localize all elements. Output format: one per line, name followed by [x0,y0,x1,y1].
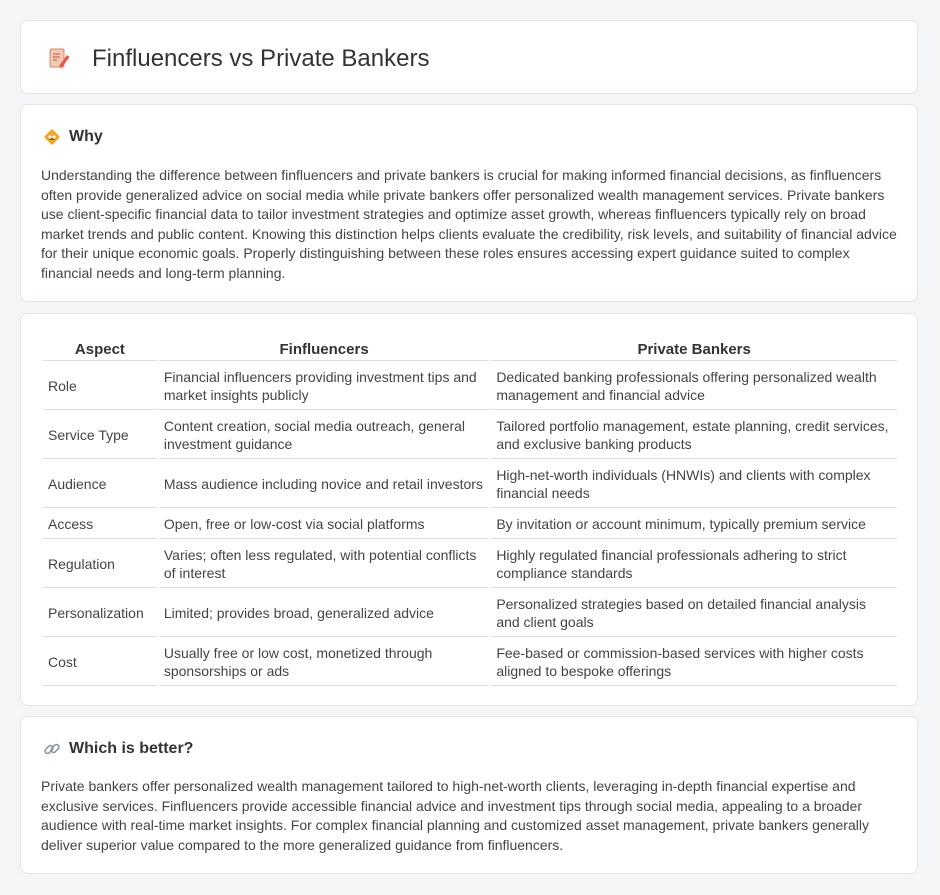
comparison-section [20,313,918,706]
aspect-cell: Access [43,510,157,539]
table-row [43,590,897,637]
page-title: Finfluencers vs Private Bankers [92,45,430,72]
document-pencil-icon [47,47,71,71]
better-header [43,738,193,760]
aspect-cell: Cost [43,639,157,686]
table-row [43,412,897,459]
finfluencers-cell: Limited; provides broad, generalized advice [159,590,489,637]
why-section [20,104,918,302]
finfluencers-cell: Mass audience including novice and retail investors [159,461,489,508]
private-bankers-cell: Fee-based or commission-based services with higher costs aligned to bespoke offerings [491,639,897,686]
private-bankers-cell: Highly regulated financial professionals adhering to strict compliance standards [491,541,897,588]
why-paragraph: Understanding the difference between finfluencers and private bankers is crucial for making informed financial decisions, as finfluencers often provide generalized advice on social media while private bankers offer personalized wealth management services. Private bankers use client-specific financial data to tailor investment strategies and optimize asset growth, whereas finfluencers typically rely on broad market trends and public content. Knowing this distinction helps clients evaluate the credibility, risk levels, and suitability of financial advice for their unique economic goals. Properly distinguishing between these roles ensures accessing expert guidance suited to complex financial needs and long-term planning. [41,167,897,281]
aspect-cell: Personalization [43,590,157,637]
table-row [43,461,897,508]
comparison-table [41,334,899,688]
aspect-cell: Service Type [43,412,157,459]
finfluencers-cell: Usually free or low cost, monetized through sponsorships or ads [159,639,489,686]
private-bankers-cell: Personalized strategies based on detailed financial analysis and client goals [491,590,897,637]
title-card [20,20,918,94]
finfluencers-cell: Financial influencers providing investment tips and market insights publicly [159,363,489,410]
private-bankers-cell: High-net-worth individuals (HNWIs) and clients with complex financial needs [491,461,897,508]
aspect-cell: Regulation [43,541,157,588]
better-paragraph: Private bankers offer personalized wealth management tailored to high-net-worth clients, leveraging in-depth financial expertise and exclusive services. Finfluencers provide accessible financial advice and investment tips through social media, appealing to a broader audience with real-time market insights. For complex financial planning and customized asset management, private bankers generally deliver superior value compared to the more generalized guidance from finfluencers. [41,778,869,853]
why-heading: Why [69,128,103,145]
link-icon [43,740,61,758]
header-finfluencers: Finfluencers [159,336,489,361]
table-header-row [43,336,897,361]
finfluencers-cell: Varies; often less regulated, with potential conflicts of interest [159,541,489,588]
finfluencers-cell: Open, free or low-cost via social platforms [159,510,489,539]
which-is-better-section [20,716,918,874]
private-bankers-cell: By invitation or account minimum, typically premium service [491,510,897,539]
finfluencers-cell: Content creation, social media outreach, general investment guidance [159,412,489,459]
header-aspect: Aspect [43,336,157,361]
table-row [43,541,897,588]
aspect-cell: Audience [43,461,157,508]
diamond-sign-icon [43,128,61,146]
table-row [43,639,897,686]
table-row [43,510,897,539]
aspect-cell: Role [43,363,157,410]
private-bankers-cell: Dedicated banking professionals offering personalized wealth management and financial advice [491,363,897,410]
why-header [43,126,103,148]
table-row [43,363,897,410]
header-private-bankers: Private Bankers [491,336,897,361]
private-bankers-cell: Tailored portfolio management, estate planning, credit services, and exclusive banking products [491,412,897,459]
better-heading: Which is better? [69,740,194,757]
